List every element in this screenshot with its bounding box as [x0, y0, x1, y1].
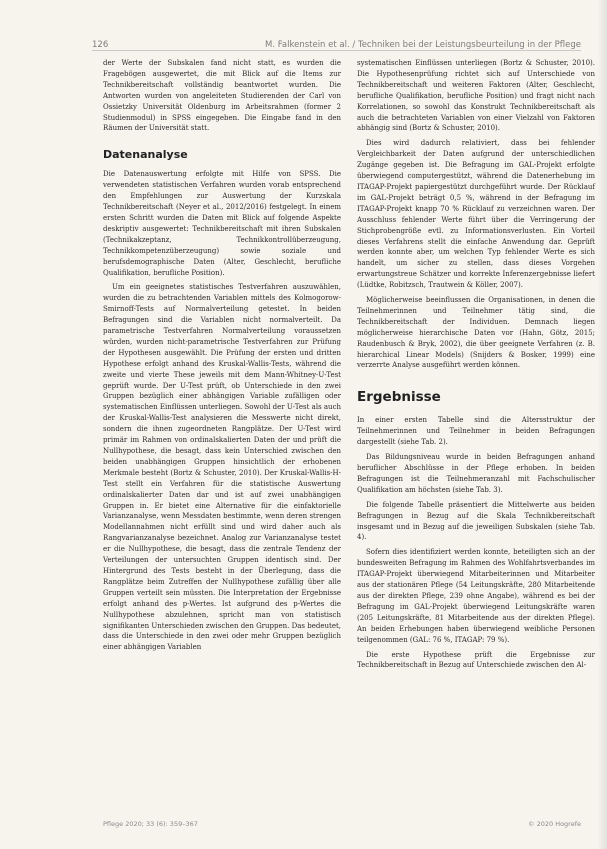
section-heading-ergebnisse: Ergebnisse	[357, 389, 441, 406]
ergebnisse-paragraph-5: Die erste Hypothese prüft die Ergebnisse zur Technikbereitschaft in Bezug auf Unterschiede zwischen den Al-	[357, 650, 595, 670]
ergebnisse-paragraph-1: In einer ersten Tabelle sind die Altersstruktur der Teilnehmerinnen und Teilnehmer in beiden Befragungen dargestellt (siehe Tab. 2).	[357, 416, 595, 447]
page-footer	[103, 820, 581, 828]
left-column	[103, 58, 341, 657]
intro-paragraph: der Werte der Subskalen fand nicht statt, es wurden die Fragebögen ausgewertet, die mit Blick auf die Items zur Technikbereitschaft vollständig beantwortet wurden. Die Antworten wurden von angeleiteten Studierenden der Carl von Ossietzky Universität Oldenburg im Arbeitsrahmen (former 2 Studienmodul) in SPSS eingegeben. Die Eingabe fand in den Räumen der Universität statt.	[103, 59, 341, 133]
hierarchical-data-paragraph: Möglicherweise beeinflussen die Organisationen, in denen die Teilnehmerinnen und Teilnehmer tätig sind, die Technikbereitschaft der Individuen. Demnach liegen möglicherweise hierarchische Daten vor (Hahn, Götz, 2015; Raudenbusch & Bryk, 2002), die über geeignete Verfahren (z. B. hierarchical Linear Models) (Snijders & Bosker, 1999) eine verzerrte Analyse ausgeführt werden können.	[357, 296, 595, 370]
ergebnisse-paragraph-4: Sofern dies identifiziert werden konnte, beteiligten sich an der bundesweiten Befragung im Rahmen des Wohlfahrtsverbandes im ITAGAP-Projekt überwiegend Mitarbeiterinnen und Mitarbeiter aus der stationären Pflege (54 Leitungskräfte, 280 Mitarbeitende aus der direkten Pflege, 239 ohne Angabe), während es bei der Befragung im GAL-Projekt überwiegend Leitungskräfte waren (205 Leitungskräfte, 81 Mitarbeitende aus der direkten Pflege). An beiden Erhebungen haben überwiegend weibliche Personen teilgenommen (GAL: 76 %, ITAGAP: 79 %).	[357, 548, 595, 644]
missing-data-paragraph: Dies wird dadurch relativiert, dass bei fehlender Vergleichbarkeit der Daten aufgrund der unterschiedlichen Zugänge gegeben ist. Die Befragung im GAL-Projekt erfolgte überwiegend computergestützt, während die Datenerhebung im ITAGAP-Projekt papiergestützt durchgeführt wurde. Der Rücklauf im GAL-Projekt beträgt 0,5 %, während in der Befragung im ITAGAP-Projekt knapp 70 % Rücklauf zu verzeichnen waren. Der Ausschluss fehlender Werte führt über die Verringerung der Stichprobengröße evtl. zu Informationsverlusten. Ein Vorteil dieses Verfahrens stellt die einfache Anwendung dar. Geprüft werden konnte aber, um welchen Typ fehlender Werte es sich handelt, um sicher zu stellen, dass dieses Vorgehen erwartungstreue Schätzer und korrekte Inferenzergebnisse liefert (Lüdtke, Robitzsch, Trautwein & Köller, 2007).	[357, 139, 595, 290]
datenanalyse-paragraph-2: Um ein geeignetes statistisches Testverfahren auszuwählen, wurden die zu betrachtenden Variablen mittels des Kolmogorow-Smirnoff-Tests auf Normalverteilung getestet. In beiden Befragungen sind die Variablen nicht normalverteilt. Da parametrische Testverfahren Normalverteilung voraussetzen würden, wurden nicht-parametrische Testverfahren zur Prüfung der Hypothesen ausgewählt. Die Prüfung der ersten und dritten Hypothese erfolgt anhand des Kruskal-Wallis-Tests, während die zweite und vierte These jeweils mit dem Mann-Whitney-U-Test geprüft wurde. Der U-Test prüft, ob Unterschiede in den zwei Gruppen bezüglich einer abhängigen Variable zufälligen oder systematischen Einflüssen unterliegen. Sowohl der U-Test als auch der Kruskal-Wallis-Test analysieren die Messwerte nicht direkt, sondern die ihnen zugeordneten Rangplätze. Der U-Test wird primär im Rahmen von ordinalskalierten Daten der und prüft die Nullhypothese, die besagt, dass kein Unterschied zwischen den beiden unabhängigen Gruppen hinsichtlich der erhobenen Merkmale besteht (Bortz & Schuster, 2010). Der Kruskal-Wallis-H-Test stellt ein Verfahren für die statistische Auswertung ordinalskalierter Daten dar und ist auf zwei unabhängigen Gruppen in. Er bietet eine Alternative für die einfaktorielle Varianzanalyse, wenn Messdaten bestimmte, wenn deren strengen Modellannahmen nicht erfüllt sind und wird daher auch als Rangvarianzanalyse bezeichnet. Analog zur Varianzanalyse testet er die Nullhypothese, die besagt, dass die zentrale Tendenz der Verteilungen der untersuchten Gruppen identisch sind. Der Hintergrund des Tests besteht in der Überlegung, dass die Rangplätze beim Zutreffen der Nullhypothese zufällig über alle Gruppen verteilt sein müssten. Die Interpretation der Ergebnisse erfolgt anhand des p-Wertes. Ist aufgrund des p-Wertes die Nullhypothese abzulehnen, spricht man von statistisch signifikanten Unterschieden zwischen den Gruppen. Das bedeutet, dass die Unterschiede in den zwei oder mehr Gruppen bezüglich einer abhängigen Variablen	[103, 283, 341, 652]
running-title: M. Falkenstein et al. / Techniken bei der Leistungsbeurteilung in der Pflege	[265, 40, 581, 50]
footer-citation: Pflege 2020; 33 (6): 359–367	[103, 820, 198, 828]
footer-copyright: © 2020 Hogrefe	[528, 820, 581, 828]
ergebnisse-paragraph-2: Das Bildungsniveau wurde in beiden Befragungen anhand beruflicher Abschlüsse in der Pflege erhoben. In beiden Befragungen ist die Teilnehmeranzahl mit Fachschulischer Qualifikation am höchsten (siehe Tab. 3).	[357, 453, 595, 494]
datenanalyse-paragraph-1: Die Datenauswertung erfolgte mit Hilfe von SPSS. Die verwendeten statistischen Verfahren wurden vorab entsprechend den Empfehlungen zur Auswertung der Kurzskala Technikbereitschaft (Neyer et al., 2012/2016) festgelegt. In einem ersten Schritt wurden die Daten mit Blick auf folgende Aspekte deskriptiv ausgewertet: Technikbereitschaft mit ihren Subskalen (Technikakzeptanz, Technikkontrollüberzeugung, Technikkompetenzüberzeugung) sowie soziale und berufsdemographische Daten (Alter, Geschlecht, berufliche Qualifikation, berufliche Position).	[103, 170, 341, 277]
continuation-paragraph: systematischen Einflüssen unterliegen (Bortz & Schuster, 2010). Die Hypothesenprüfung richtet sich auf Unterschiede von Technikbereitschaft und weiteren Faktoren (Alter, Geschlecht, berufliche Qualifikation, berufliche Position) und fragt nicht nach Korrelationen, so sowohl das Konstrukt Technikbereitschaft als auch die betrachteten Variablen von einer Vielzahl von Faktoren abhängig sind (Bortz & Schuster, 2010).	[357, 59, 595, 133]
ergebnisse-paragraph-3: Die folgende Tabelle präsentiert die Mittelwerte aus beiden Befragungen in Bezug auf die Skala Technikbereitschaft insgesamt und in Bezug auf die jeweiligen Subskalen (siehe Tab. 4).	[357, 500, 595, 542]
section-heading-datenanalyse: Datenanalyse	[103, 148, 188, 162]
page-number: 126	[92, 40, 109, 50]
page-edge-shadow	[597, 0, 607, 849]
running-head	[92, 36, 581, 51]
right-column	[357, 58, 595, 675]
